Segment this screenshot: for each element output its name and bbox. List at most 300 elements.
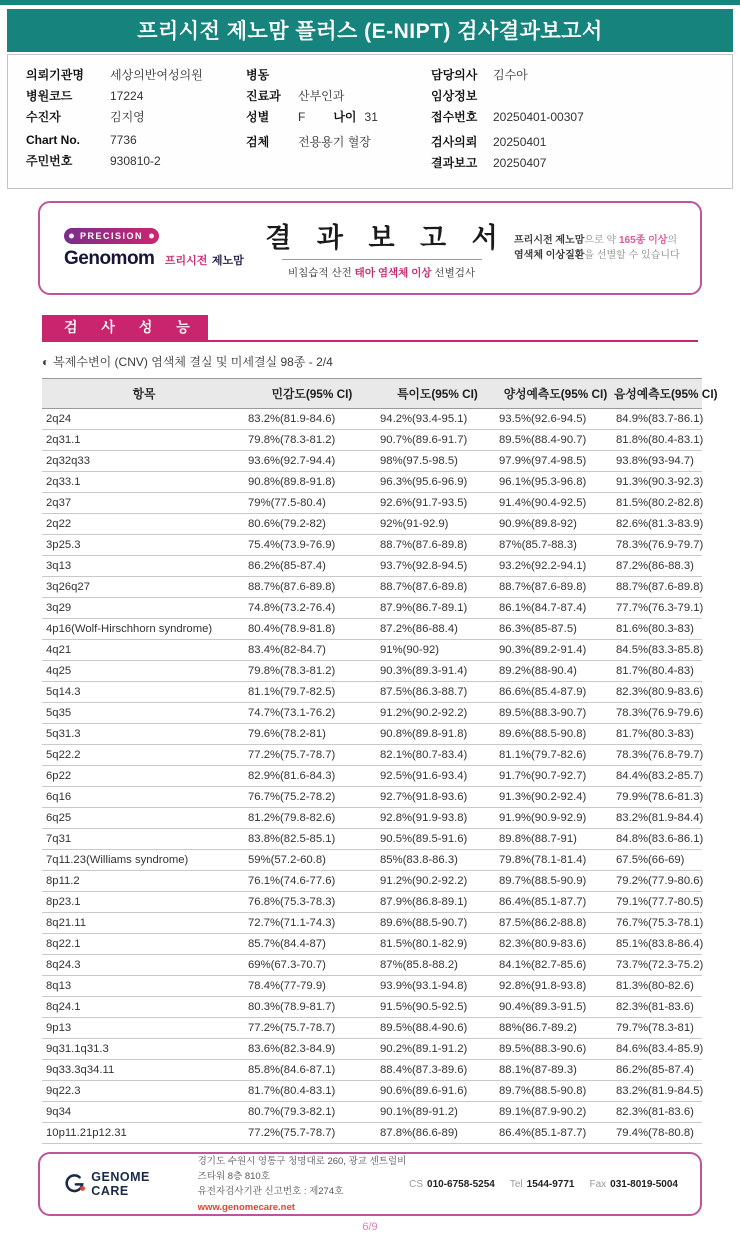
value-cell: 90.2%(89.1-91.2): [378, 1039, 497, 1060]
value-cell: 87.2%(86-88.4): [378, 619, 497, 640]
info-field-row: [26, 87, 246, 104]
table-row: [42, 871, 702, 892]
page-number: 6/9: [362, 1221, 378, 1233]
value-cell: 86.2%(85-87.4): [614, 1060, 702, 1081]
value-cell: 79%(77.5-80.4): [246, 493, 378, 514]
value-cell: 84.5%(83.3-85.8): [614, 640, 702, 661]
value-cell: 87.5%(86.2-88.8): [497, 913, 614, 934]
result-report-banner: [38, 201, 702, 295]
info-field-row: [26, 108, 246, 125]
value-cell: 89.5%(88.3-90.7): [497, 703, 614, 724]
table-row: [42, 409, 702, 430]
value-cell: 81.1%(79.7-82.6): [497, 745, 614, 766]
item-cell: 4q25: [42, 661, 246, 682]
value-cell: 86.2%(85-87.4): [246, 556, 378, 577]
value-cell: 85%(83.8-86.3): [378, 850, 497, 871]
item-cell: 9p13: [42, 1018, 246, 1039]
value-cell: 82.3%(80.9-83.6): [614, 682, 702, 703]
value-cell: 93.5%(92.6-94.5): [497, 409, 614, 430]
value-cell: 84.8%(83.6-86.1): [614, 829, 702, 850]
table-row: [42, 514, 702, 535]
header-npv: 음성예측도(95% CI): [614, 379, 702, 409]
footer-contact: [510, 1179, 575, 1190]
field-value: 20250401-00307: [493, 110, 584, 124]
brand-line: [64, 248, 249, 270]
value-cell: 76.7%(75.2-78.2): [246, 787, 378, 808]
value-cell: 83.2%(81.9-84.6): [246, 409, 378, 430]
value-cell: 86.6%(85.4-87.9): [497, 682, 614, 703]
value-cell: 85.7%(84.4-87): [246, 934, 378, 955]
field-label: 결과보고: [431, 156, 478, 170]
field-label: 주민번호: [26, 154, 73, 168]
value-cell: 83.2%(81.9-84.5): [614, 1081, 702, 1102]
banner-title: 결 과 보 고 서: [265, 223, 507, 253]
table-row: [42, 451, 702, 472]
field-label: 진료과: [246, 89, 281, 103]
value-cell: 87.5%(86.3-88.7): [378, 682, 497, 703]
patient-info-box: [7, 54, 733, 189]
field-value: 산부인과: [298, 89, 345, 103]
value-cell: 90.5%(89.5-91.6): [378, 829, 497, 850]
banner-center: [249, 216, 514, 280]
table-row: [42, 703, 702, 724]
table-row: [42, 997, 702, 1018]
value-cell: 74.7%(73.1-76.2): [246, 703, 378, 724]
value-cell: 81.7%(80.3-83): [614, 724, 702, 745]
table-row: [42, 493, 702, 514]
banner-desc-bold-2: 염색체 이상질환: [514, 250, 585, 261]
field-label: 성별: [246, 110, 270, 124]
footer-box: [38, 1152, 702, 1216]
field-label: 나이: [333, 110, 357, 124]
value-cell: 84.4%(83.2-85.7): [614, 766, 702, 787]
performance-table-body: [42, 409, 702, 1144]
field-label: 병동: [246, 68, 270, 82]
value-cell: 91.2%(90.2-92.2): [378, 703, 497, 724]
value-cell: 90.8%(89.8-91.8): [246, 472, 378, 493]
value-cell: 59%(57.2-60.8): [246, 850, 378, 871]
brand-kr: 제노맘: [211, 255, 244, 267]
table-row: [42, 619, 702, 640]
field-value: 20250401: [493, 135, 547, 149]
info-field-row: [431, 66, 722, 83]
table-row: [42, 556, 702, 577]
value-cell: 77.2%(75.7-78.7): [246, 745, 378, 766]
value-cell: 92.8%(91.8-93.8): [497, 976, 614, 997]
value-cell: 78.3%(76.9-79.6): [614, 703, 702, 724]
info-field-row: [431, 133, 722, 150]
value-cell: 91.3%(90.3-92.3): [614, 472, 702, 493]
value-cell: 82.3%(80.9-83.6): [497, 934, 614, 955]
info-field-row: [431, 154, 722, 171]
brand-name: Genomom: [64, 248, 155, 269]
table-note-text: 복제수변이 (CNV) 염색체 결실 및 미세결실 98종 - 2/4: [53, 355, 333, 370]
value-cell: 89.7%(88.5-90.8): [497, 1081, 614, 1102]
banner-desc-bold-1: 프리시전 제노맘: [514, 234, 585, 246]
table-row: [42, 1060, 702, 1081]
item-cell: 4p16(Wolf-Hirschhorn syndrome): [42, 619, 246, 640]
value-cell: 74.8%(73.2-76.4): [246, 598, 378, 619]
header-row: [42, 379, 702, 409]
item-cell: 9q22.3: [42, 1081, 246, 1102]
value-cell: 87.9%(86.8-89.1): [378, 892, 497, 913]
value-cell: 89.7%(88.5-90.9): [497, 871, 614, 892]
value-cell: 80.7%(79.3-82.1): [246, 1102, 378, 1123]
table-row: [42, 661, 702, 682]
table-row: [42, 1081, 702, 1102]
info-field-row: [26, 133, 246, 148]
field-label: 검체: [246, 135, 270, 149]
item-cell: 2q31.1: [42, 430, 246, 451]
value-cell: 93.7%(92.8-94.5): [378, 556, 497, 577]
value-cell: 69%(67.3-70.7): [246, 955, 378, 976]
value-cell: 87.9%(86.7-89.1): [378, 598, 497, 619]
value-cell: 84.9%(83.7-86.1): [614, 409, 702, 430]
item-cell: 5q31.3: [42, 724, 246, 745]
table-row: [42, 934, 702, 955]
value-cell: 72.7%(71.1-74.3): [246, 913, 378, 934]
field-value: 전용용기 혈장: [298, 135, 371, 149]
header-sensitivity: 민감도(95% CI): [246, 379, 378, 409]
contact-value: 031-8019-5004: [610, 1178, 678, 1190]
item-cell: 2q33.1: [42, 472, 246, 493]
value-cell: 91.7%(90.7-92.7): [497, 766, 614, 787]
item-cell: 8q22.1: [42, 934, 246, 955]
value-cell: 77.2%(75.7-78.7): [246, 1018, 378, 1039]
item-cell: 3q13: [42, 556, 246, 577]
item-cell: 7q31: [42, 829, 246, 850]
value-cell: 87.8%(86.6-89): [378, 1123, 497, 1144]
value-cell: 79.4%(78-80.8): [614, 1123, 702, 1144]
item-cell: 2q32q33: [42, 451, 246, 472]
value-cell: 77.2%(75.7-78.7): [246, 1123, 378, 1144]
field-label: 의뢰기관명: [26, 68, 84, 82]
value-cell: 81.1%(79.7-82.5): [246, 682, 378, 703]
value-cell: 89.5%(88.4-90.6): [378, 1018, 497, 1039]
item-cell: 5q35: [42, 703, 246, 724]
item-cell: 8q21.11: [42, 913, 246, 934]
value-cell: 79.6%(78.2-81): [246, 724, 378, 745]
value-cell: 81.7%(80.4-83.1): [246, 1081, 378, 1102]
value-cell: 81.6%(80.3-83): [614, 619, 702, 640]
table-row: [42, 766, 702, 787]
value-cell: 88.7%(87.6-89.8): [497, 577, 614, 598]
table-row: [42, 787, 702, 808]
contact-value: 1544-9771: [526, 1178, 575, 1190]
field-value: 김지영: [110, 110, 145, 124]
table-row: [42, 430, 702, 451]
item-cell: 8p11.2: [42, 871, 246, 892]
item-cell: 6q16: [42, 787, 246, 808]
value-cell: 89.2%(88-90.4): [497, 661, 614, 682]
value-cell: 89.5%(88.4-90.7): [497, 430, 614, 451]
table-row: [42, 724, 702, 745]
value-cell: 89.6%(88.5-90.7): [378, 913, 497, 934]
field-label: 임상정보: [431, 89, 478, 103]
value-cell: 88.1%(87-89.3): [497, 1060, 614, 1081]
field-value: 930810-2: [110, 154, 161, 168]
banner-desc-end-1: 의: [667, 234, 678, 246]
value-cell: 90.3%(89.3-91.4): [378, 661, 497, 682]
table-row: [42, 1123, 702, 1144]
value-cell: 86.4%(85.1-87.7): [497, 892, 614, 913]
item-cell: 5q22.2: [42, 745, 246, 766]
table-row: [42, 535, 702, 556]
table-row: [42, 1018, 702, 1039]
performance-table: [42, 378, 718, 1144]
value-cell: 91%(90-92): [378, 640, 497, 661]
value-cell: 92.6%(91.7-93.5): [378, 493, 497, 514]
value-cell: 83.4%(82-84.7): [246, 640, 378, 661]
table-row: [42, 1039, 702, 1060]
header-specificity: 특이도(95% CI): [378, 379, 497, 409]
value-cell: 92.5%(91.6-93.4): [378, 766, 497, 787]
value-cell: 81.7%(80.4-83): [614, 661, 702, 682]
banner-desc-highlight: 165종 이상: [618, 234, 668, 246]
genome-care-logo-text: GENOME CARE: [91, 1170, 150, 1199]
value-cell: 82.3%(81-83.6): [614, 1102, 702, 1123]
value-cell: 78.3%(76.9-79.7): [614, 535, 702, 556]
banner-subtitle-pre: 비침습적 산전: [287, 267, 355, 279]
contact-value: 010-6758-5254: [427, 1178, 495, 1190]
item-cell: 8p23.1: [42, 892, 246, 913]
value-cell: 81.5%(80.2-82.8): [614, 493, 702, 514]
field-label: Chart No.: [26, 133, 80, 147]
item-cell: 8q24.3: [42, 955, 246, 976]
value-cell: 81.3%(80-82.6): [614, 976, 702, 997]
field-label: 수진자: [26, 110, 61, 124]
value-cell: 88.7%(87.6-89.8): [246, 577, 378, 598]
table-row: [42, 850, 702, 871]
value-cell: 79.1%(77.7-80.5): [614, 892, 702, 913]
footer-contact: [589, 1179, 678, 1190]
footer-address-line1: 경기도 수원시 영통구 청명대로 260, 광교 센트럴비즈타워 8층 810호: [197, 1156, 407, 1183]
value-cell: 90.1%(89-91.2): [378, 1102, 497, 1123]
item-cell: 8q13: [42, 976, 246, 997]
field-label: 병원코드: [26, 89, 73, 103]
value-cell: 88%(86.7-89.2): [497, 1018, 614, 1039]
table-row: [42, 976, 702, 997]
value-cell: 83.8%(82.5-85.1): [246, 829, 378, 850]
value-cell: 91.2%(90.2-92.2): [378, 871, 497, 892]
value-cell: 76.8%(75.3-78.3): [246, 892, 378, 913]
footer-website-link[interactable]: www.genomecare.net: [197, 1201, 295, 1213]
value-cell: 92.8%(91.9-93.8): [378, 808, 497, 829]
value-cell: 78.4%(77-79.9): [246, 976, 378, 997]
genome-care-logo-icon: [64, 1170, 86, 1198]
value-cell: 93.2%(92.2-94.1): [497, 556, 614, 577]
field-value: 20250407: [493, 156, 547, 170]
value-cell: 86.4%(85.1-87.7): [497, 1123, 614, 1144]
item-cell: 10p11.21p12.31: [42, 1123, 246, 1144]
value-cell: 87%(85.8-88.2): [378, 955, 497, 976]
item-cell: 4q21: [42, 640, 246, 661]
table-row: [42, 829, 702, 850]
table-row: [42, 682, 702, 703]
field-label: 접수번호: [431, 110, 478, 124]
brand-kr-highlight: 프리시전: [164, 255, 208, 267]
value-cell: 86.3%(85-87.5): [497, 619, 614, 640]
value-cell: 80.6%(79.2-82): [246, 514, 378, 535]
value-cell: 82.9%(81.6-84.3): [246, 766, 378, 787]
value-cell: 91.4%(90.4-92.5): [497, 493, 614, 514]
patient-info-left-column: [26, 66, 246, 175]
value-cell: 88.4%(87.3-89.6): [378, 1060, 497, 1081]
item-cell: 5q14.3: [42, 682, 246, 703]
info-field-row: [246, 133, 431, 150]
item-cell: 2q37: [42, 493, 246, 514]
value-cell: 90.4%(89.3-91.5): [497, 997, 614, 1018]
table-row: [42, 892, 702, 913]
value-cell: 85.8%(84.6-87.1): [246, 1060, 378, 1081]
banner-subtitle-highlight: 태아 염색체 이상: [354, 267, 432, 279]
banner-divider: [282, 259, 482, 260]
value-cell: 90.7%(89.6-91.7): [378, 430, 497, 451]
value-cell: 98%(97.5-98.5): [378, 451, 497, 472]
info-field-row: [246, 66, 431, 83]
value-cell: 81.5%(80.1-82.9): [378, 934, 497, 955]
info-field-row: [246, 87, 431, 104]
value-cell: 90.3%(89.2-91.4): [497, 640, 614, 661]
value-cell: 79.2%(77.9-80.6): [614, 871, 702, 892]
table-row: [42, 955, 702, 976]
table-row: [42, 640, 702, 661]
value-cell: 91.9%(90.9-92.9): [497, 808, 614, 829]
value-cell: 96.3%(95.6-96.9): [378, 472, 497, 493]
value-cell: 78.3%(76.8-79.7): [614, 745, 702, 766]
field-value: F: [298, 110, 306, 124]
value-cell: 88.7%(87.6-89.8): [378, 577, 497, 598]
value-cell: 79.8%(78.1-81.4): [497, 850, 614, 871]
value-cell: 86.1%(84.7-87.4): [497, 598, 614, 619]
value-cell: 87.2%(86-88.3): [614, 556, 702, 577]
value-cell: 79.7%(78.3-81): [614, 1018, 702, 1039]
value-cell: 79.8%(78.3-81.2): [246, 430, 378, 451]
item-cell: 3p25.3: [42, 535, 246, 556]
value-cell: 80.4%(78.9-81.8): [246, 619, 378, 640]
value-cell: 96.1%(95.3-96.8): [497, 472, 614, 493]
value-cell: 77.7%(76.3-79.1): [614, 598, 702, 619]
field-label: 담당의사: [431, 68, 478, 82]
banner-subtitle-post: 선별검사: [431, 267, 476, 279]
item-cell: 8q24.1: [42, 997, 246, 1018]
value-cell: 81.2%(79.8-82.6): [246, 808, 378, 829]
value-cell: 88.7%(87.6-89.8): [614, 577, 702, 598]
item-cell: 2q24: [42, 409, 246, 430]
value-cell: 88.7%(87.6-89.8): [378, 535, 497, 556]
value-cell: 79.9%(78.6-81.3): [614, 787, 702, 808]
value-cell: 81.8%(80.4-83.1): [614, 430, 702, 451]
contact-label: Fax: [589, 1178, 607, 1190]
value-cell: 83.2%(81.9-84.4): [614, 808, 702, 829]
field-value: 김수아: [493, 68, 528, 82]
item-cell: 9q31.1q31.3: [42, 1039, 246, 1060]
value-cell: 92.7%(91.8-93.6): [378, 787, 497, 808]
table-row: [42, 808, 702, 829]
table-row: [42, 913, 702, 934]
info-field-row: [431, 108, 722, 125]
item-cell: 6q25: [42, 808, 246, 829]
field-label: 검사의뢰: [431, 135, 478, 149]
genome-care-logo: [64, 1170, 166, 1198]
item-cell: 3q29: [42, 598, 246, 619]
patient-info-middle-column: [246, 66, 431, 175]
value-cell: 67.5%(66-69): [614, 850, 702, 871]
footer-address-line2: 유전자검사기관 신고번호 : 제274호: [197, 1186, 344, 1198]
info-field-row: [246, 108, 431, 125]
value-cell: 76.7%(75.3-78.1): [614, 913, 702, 934]
field-value: 31: [364, 110, 378, 124]
precision-badge: PRECISION: [64, 228, 159, 244]
value-cell: 79.8%(78.3-81.2): [246, 661, 378, 682]
value-cell: 84.1%(82.7-85.6): [497, 955, 614, 976]
top-accent-line: [0, 0, 740, 5]
value-cell: 75.4%(73.9-76.9): [246, 535, 378, 556]
item-cell: 2q22: [42, 514, 246, 535]
banner-description: [514, 233, 682, 264]
value-cell: 93.8%(93-94.7): [614, 451, 702, 472]
contact-label: CS: [409, 1178, 424, 1190]
banner-desc-mid: 으로 약: [584, 234, 619, 246]
header-item: 항목: [42, 379, 246, 409]
value-cell: 91.3%(90.2-92.4): [497, 787, 614, 808]
table-row: [42, 1102, 702, 1123]
half-circle-icon: ◐: [42, 355, 50, 370]
performance-table-head: [42, 379, 718, 409]
value-cell: 93.6%(92.7-94.4): [246, 451, 378, 472]
item-cell: 7q11.23(Williams syndrome): [42, 850, 246, 871]
value-cell: 89.5%(88.3-90.6): [497, 1039, 614, 1060]
item-cell: 3q26q27: [42, 577, 246, 598]
info-field-row: [26, 152, 246, 169]
value-cell: 87%(85.7-88.3): [497, 535, 614, 556]
item-cell: 9q33.3q34.11: [42, 1060, 246, 1081]
value-cell: 80.3%(78.9-81.7): [246, 997, 378, 1018]
report-title: 프리시전 제노맘 플러스 (E-NIPT) 검사결과보고서: [137, 20, 603, 43]
value-cell: 89.1%(87.9-90.2): [497, 1102, 614, 1123]
patient-info-right-column: [431, 66, 722, 175]
value-cell: 82.1%(80.7-83.4): [378, 745, 497, 766]
value-cell: 93.9%(93.1-94.8): [378, 976, 497, 997]
footer-contact: [409, 1179, 495, 1190]
report-title-bar: [7, 9, 733, 52]
value-cell: 73.7%(72.3-75.2): [614, 955, 702, 976]
genomom-logo: [64, 226, 249, 270]
value-cell: 76.1%(74.6-77.6): [246, 871, 378, 892]
footer-contacts: [409, 1179, 678, 1190]
contact-label: Tel: [509, 1178, 523, 1190]
header-ppv: 양성예측도(95% CI): [497, 379, 614, 409]
value-cell: 90.9%(89.8-92): [497, 514, 614, 535]
item-cell: 9q34: [42, 1102, 246, 1123]
value-cell: 89.8%(88.7-91): [497, 829, 614, 850]
field-value: 7736: [110, 133, 137, 147]
table-row: [42, 745, 702, 766]
value-cell: 90.8%(89.8-91.8): [378, 724, 497, 745]
value-cell: 84.6%(83.4-85.9): [614, 1039, 702, 1060]
info-field-row: [431, 87, 722, 104]
banner-subtitle: [249, 265, 514, 280]
value-cell: 92%(91-92.9): [378, 514, 497, 535]
table-row: [42, 598, 702, 619]
item-cell: 6p22: [42, 766, 246, 787]
value-cell: 85.1%(83.8-86.4): [614, 934, 702, 955]
table-row: [42, 472, 702, 493]
performance-section-header: [42, 315, 698, 342]
field-value: 세상의반여성의원: [110, 68, 203, 82]
value-cell: 82.6%(81.3-83.9): [614, 514, 702, 535]
value-cell: 91.5%(90.5-92.5): [378, 997, 497, 1018]
